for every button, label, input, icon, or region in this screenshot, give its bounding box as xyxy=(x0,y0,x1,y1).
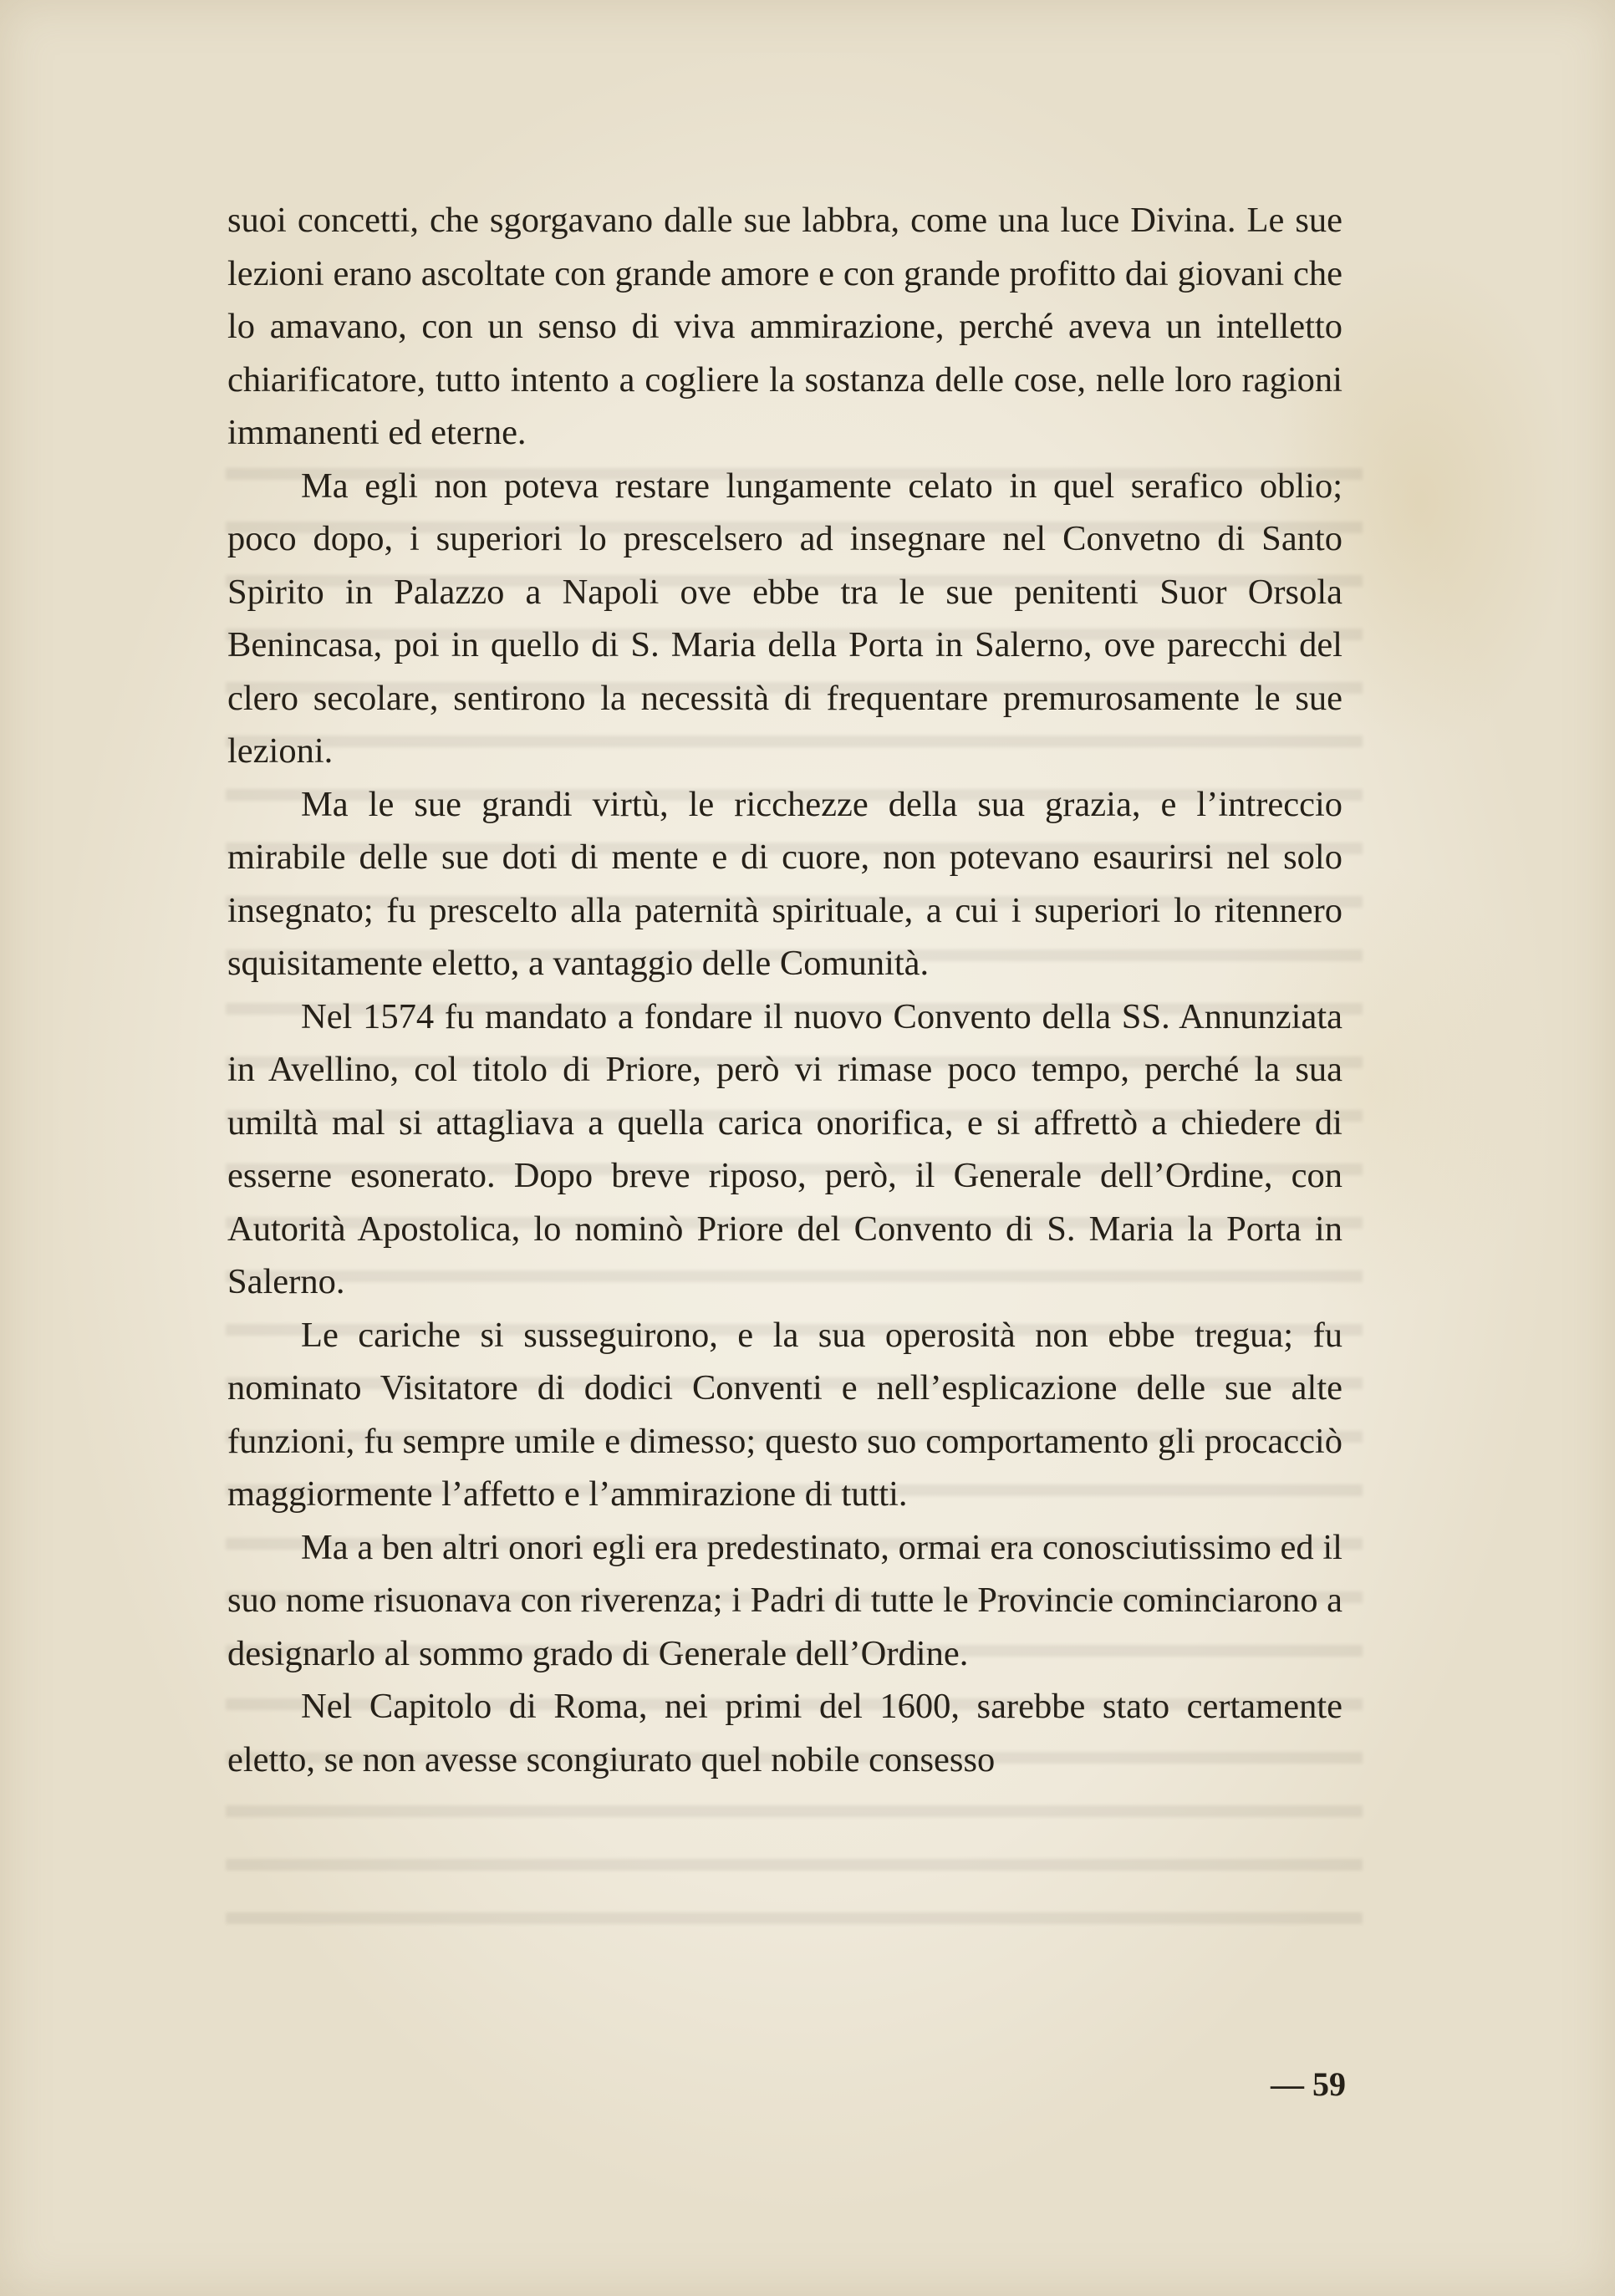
paragraph-5: Le cariche si susseguirono, e la sua operosità non ebbe tregua; fu nominato Visitatore di dodici Conventi e nell’esplicazione delle sue alte funzioni, fu sempre umile e dimesso; questo suo comportamento gli procacciò maggiormente l’affetto e l’ammirazione di tutti. xyxy=(227,1315,1342,1514)
paragraph-2: Ma egli non poteva restare lungamente celato in quel serafico oblio; poco dopo, i superiori lo prescelsero ad insegnare nel Convetno di Santo Spirito in Palazzo a Napoli ove ebbe tra le sue penitenti Suor Orsola Benincasa, poi in quello di S. Maria della Porta in Salerno, ove parecchi del clero secolare, sentirono la necessità di frequentare premurosamente le sue lezioni. xyxy=(227,466,1342,771)
paragraph-6: Ma a ben altri onori egli era predestinato, ormai era conosciutissimo ed il suo nome risuonava con riverenza; i Padri di tutte le Provincie cominciarono a designarlo al sommo grado di Generale dell’Ordine. xyxy=(227,1527,1342,1673)
paragraph-7: Nel Capitolo di Roma, nei primi del 1600, sarebbe stato certamente eletto, se non avesse scongiurato quel nobile consesso xyxy=(227,1687,1342,1779)
paragraph-1: suoi concetti, che sgorgavano dalle sue labbra, come una luce Divina. Le sue lezioni erano ascoltate con grande amore e con grande profitto dai giovani che lo amavano, con un senso di viva ammirazione, perché aveva un intelletto chiarificatore, tutto intento a cogliere la sostanza delle cose, nelle loro ragioni immanenti ed eterne. xyxy=(227,201,1342,452)
paragraph-3: Ma le sue grandi virtù, le ricchezze della sua grazia, e l’intreccio mirabile delle sue doti di mente e di cuore, non potevano esaurirsi nel solo insegnato; fu prescelto alla paternità spirituale, a cui i superiori lo ritennero squisitamente eletto, a vantaggio delle Comunità. xyxy=(227,784,1342,983)
paragraph-4: Nel 1574 fu mandato a fondare il nuovo Convento della SS. Annunziata in Avellino, col titolo di Priore, però vi rimase poco tempo, perché la sua umiltà mal si attagliava a quella carica onorifica, e si affrettò a chiedere di esserne esonerato. Dopo breve riposo, però, il Generale dell’Ordine, con Autorità Apostolica, lo nominò Priore del Convento di S. Maria la Porta in Salerno. xyxy=(227,996,1342,1301)
body-text xyxy=(227,194,1342,1786)
page-number: — 59 xyxy=(1271,2065,1346,2103)
